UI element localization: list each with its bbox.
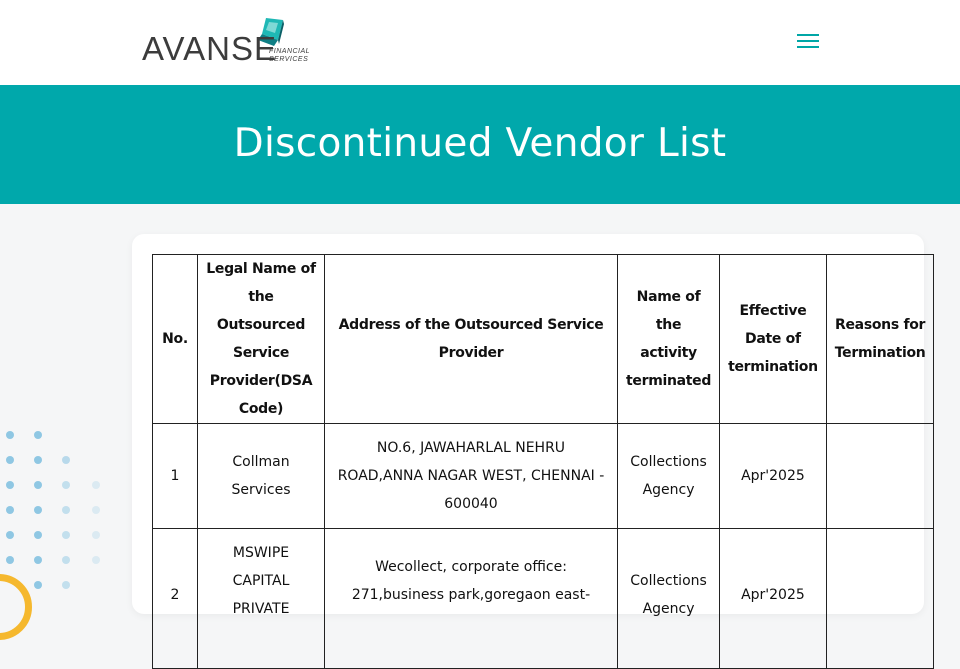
column-header: No. bbox=[153, 255, 198, 424]
decorative-dots bbox=[0, 424, 110, 604]
table-row bbox=[153, 529, 934, 669]
cell-address: Wecollect, corporate office: 271,business park,goregaon east- bbox=[325, 529, 618, 669]
table-header-row bbox=[153, 255, 934, 424]
cell-date: Apr'2025 bbox=[720, 529, 827, 669]
cell-name: Collman Services bbox=[198, 424, 325, 529]
table-row bbox=[153, 424, 934, 529]
logo-subtitle: FINANCIAL SERVICES bbox=[269, 48, 311, 63]
cell-name: MSWIPE CAPITAL PRIVATE bbox=[198, 529, 325, 669]
logo-wordmark: AVANSE bbox=[142, 30, 277, 67]
page-banner bbox=[0, 85, 960, 204]
site-header bbox=[0, 0, 960, 85]
cell-date: Apr'2025 bbox=[720, 424, 827, 529]
cell-activity: Collections Agency bbox=[618, 424, 720, 529]
cell-activity: Collections Agency bbox=[618, 529, 720, 669]
vendor-table bbox=[152, 254, 934, 669]
cell-reason bbox=[826, 529, 934, 669]
column-header: Effective Date of termination bbox=[720, 255, 827, 424]
cell-reason bbox=[826, 424, 934, 529]
column-header: Legal Name of the Outsourced Service Provider(DSA Code) bbox=[198, 255, 325, 424]
cell-no: 2 bbox=[153, 529, 198, 669]
column-header: Name of the activity terminated bbox=[618, 255, 720, 424]
column-header: Reasons for Termination bbox=[826, 255, 934, 424]
cell-address: NO.6, JAWAHARLAL NEHRU ROAD,ANNA NAGAR WEST, CHENNAI - 600040 bbox=[325, 424, 618, 529]
avanse-logo[interactable] bbox=[142, 18, 314, 66]
column-header: Address of the Outsourced Service Provider bbox=[325, 255, 618, 424]
hamburger-menu-icon[interactable] bbox=[797, 34, 821, 52]
page-title: Discontinued Vendor List bbox=[233, 121, 727, 166]
cell-no: 1 bbox=[153, 424, 198, 529]
